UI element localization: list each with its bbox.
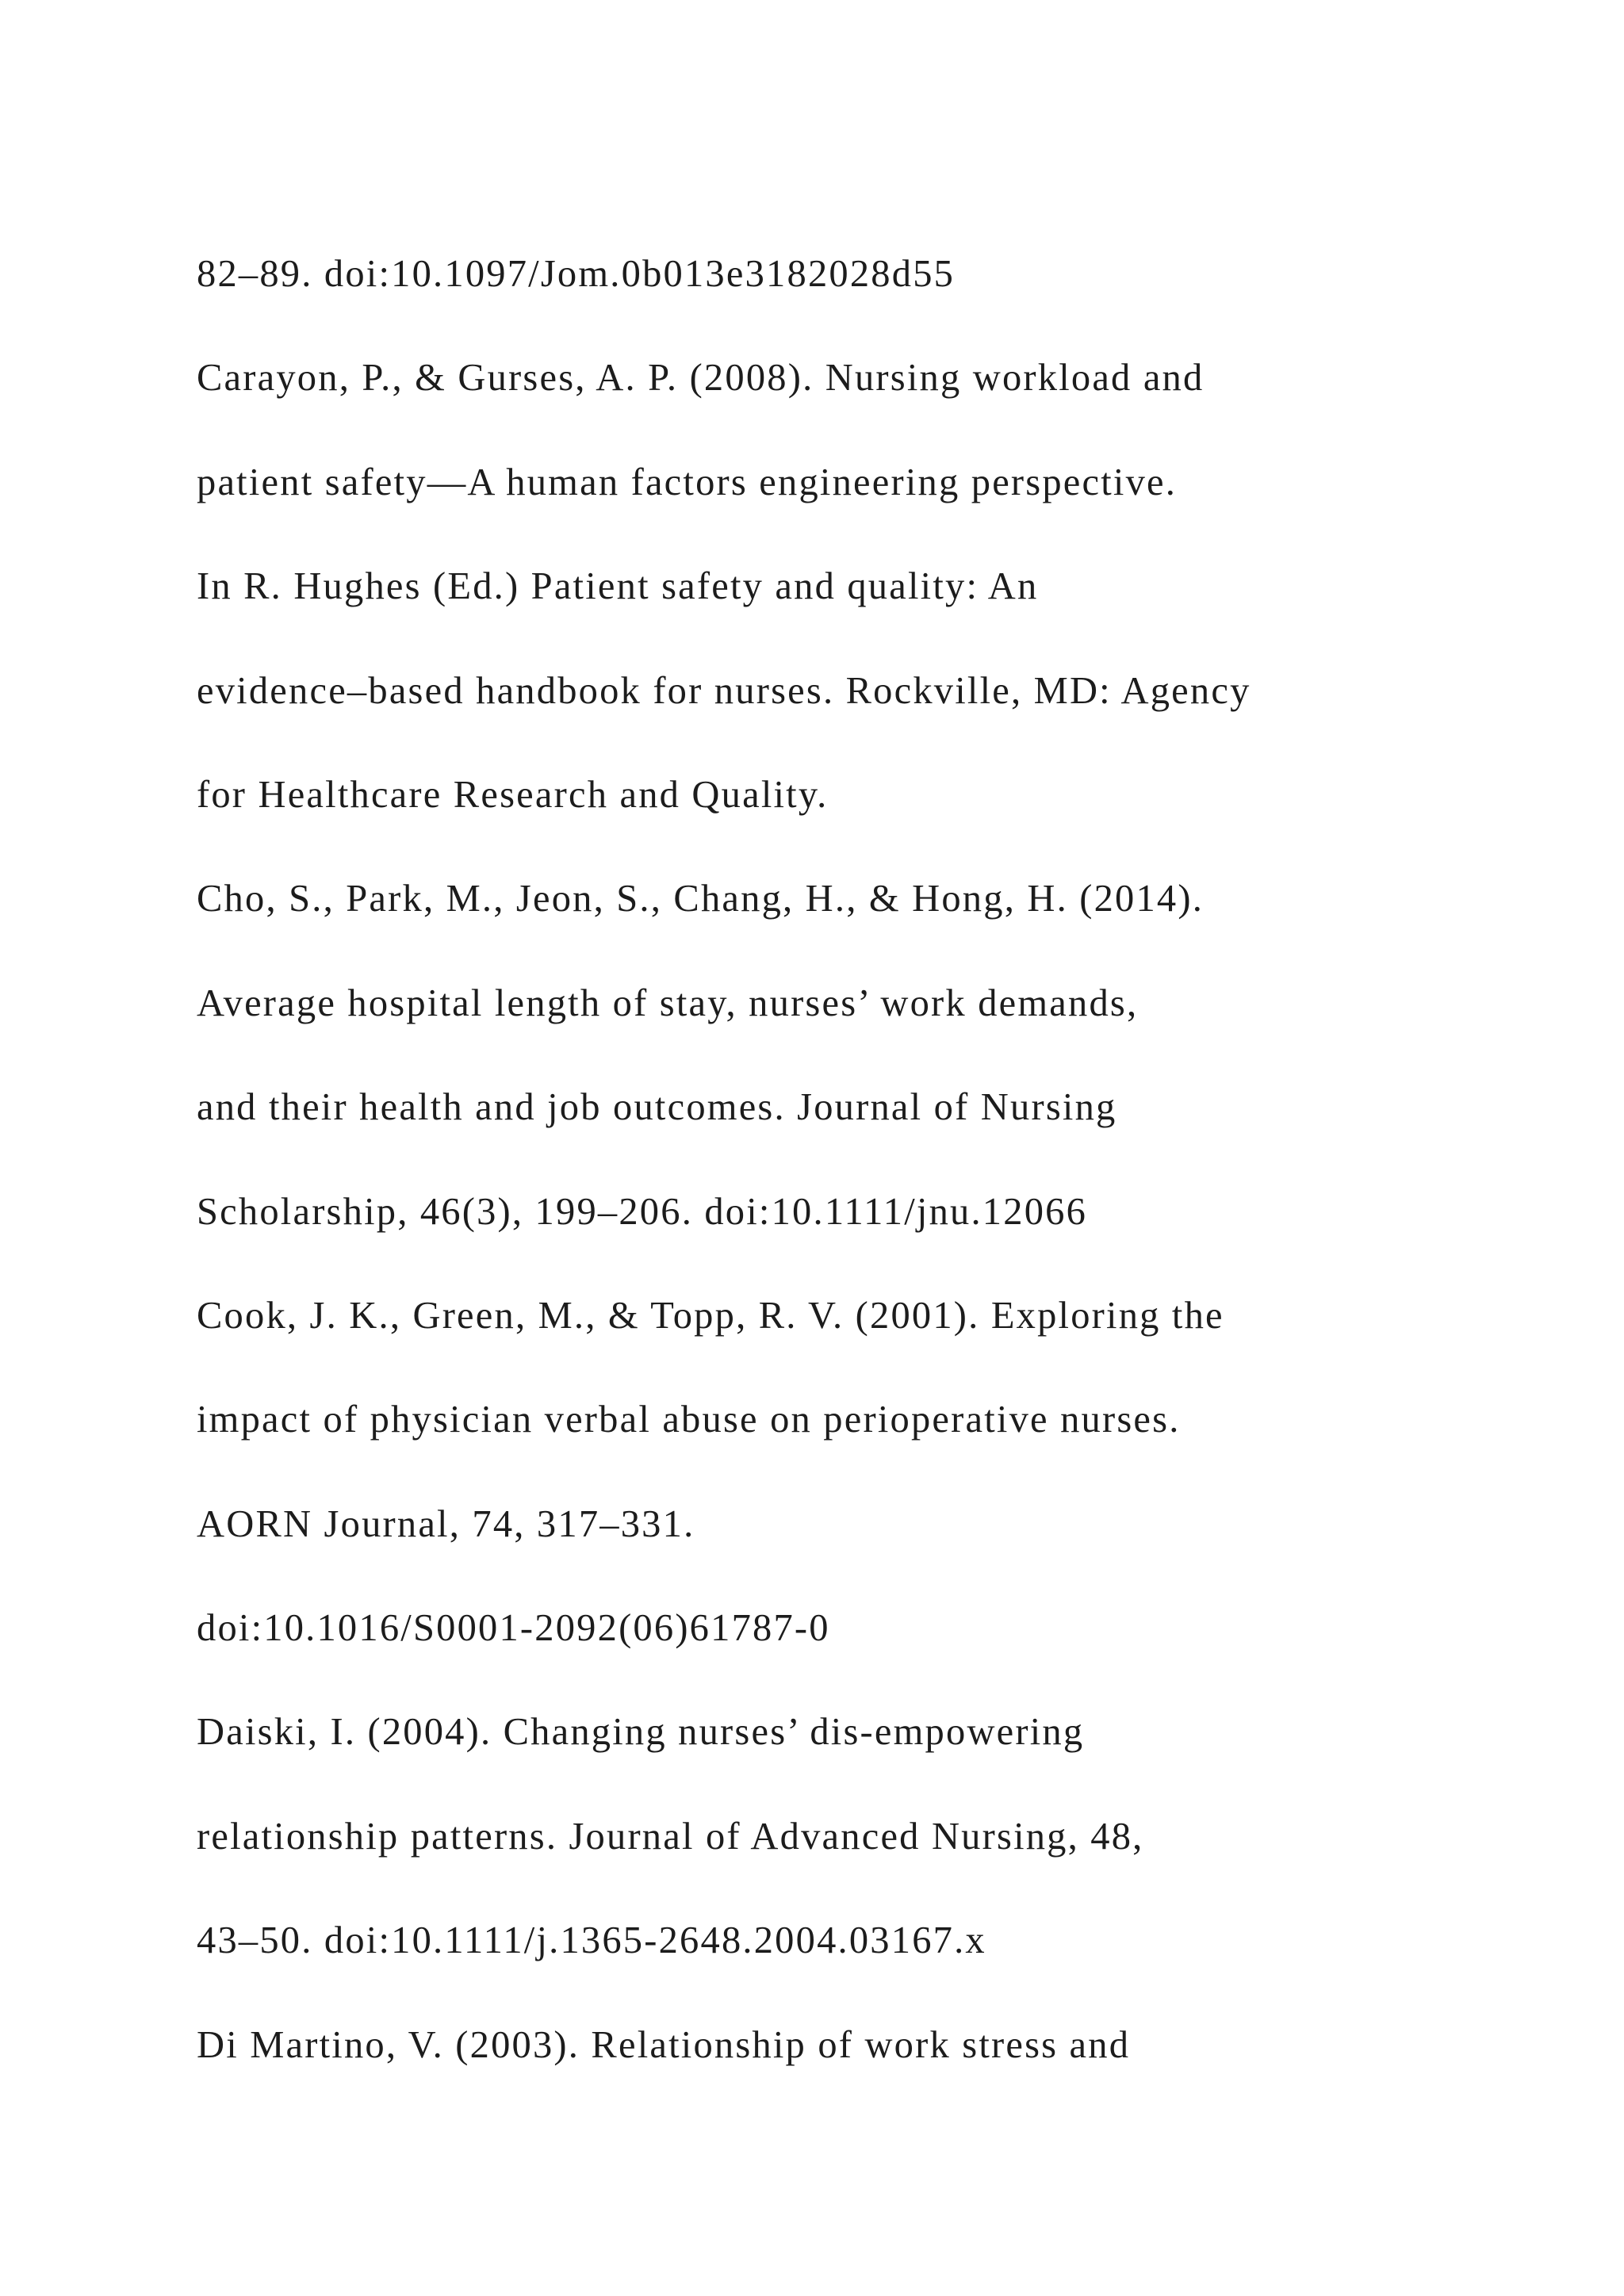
reference-line: Scholarship, 46(3), 199–206. doi:10.1111/jnu.12066: [197, 1190, 1088, 1233]
reference-line: relationship patterns. Journal of Advanced Nursing, 48,: [197, 1815, 1144, 1858]
reference-list: [197, 238, 1608, 2113]
reference-line: Cook, J. K., Green, M., & Topp, R. V. (2001). Exploring the: [197, 1294, 1224, 1337]
reference-line: 82–89. doi:10.1097/Jom.0b013e3182028d55: [197, 253, 956, 295]
reference-line: evidence–based handbook for nurses. Rockville, MD: Agency: [197, 669, 1251, 712]
reference-line: In R. Hughes (Ed.) Patient safety and quality: An: [197, 565, 1039, 608]
reference-line: Di Martino, V. (2003). Relationship of work stress and: [197, 2023, 1131, 2066]
reference-line: Daiski, I. (2004). Changing nurses’ dis-empowering: [197, 1711, 1085, 1754]
reference-line: impact of physician verbal abuse on perioperative nurses.: [197, 1399, 1181, 1441]
reference-line: AORN Journal, 74, 317–331.: [197, 1502, 695, 1545]
reference-line: for Healthcare Research and Quality.: [197, 773, 829, 816]
reference-line: Average hospital length of stay, nurses’ work demands,: [197, 982, 1139, 1024]
reference-line: Cho, S., Park, M., Jeon, S., Chang, H., & Hong, H. (2014).: [197, 878, 1205, 920]
reference-line: 43–50. doi:10.1111/j.1365-2648.2004.03167.x: [197, 1919, 986, 1962]
reference-line: Carayon, P., & Gurses, A. P. (2008). Nursing workload and: [197, 357, 1205, 400]
reference-line: doi:10.1016/S0001-2092(06)61787-0: [197, 1607, 830, 1650]
reference-line: and their health and job outcomes. Journal of Nursing: [197, 1086, 1117, 1129]
reference-line: patient safety—A human factors engineering perspective.: [197, 461, 1178, 503]
